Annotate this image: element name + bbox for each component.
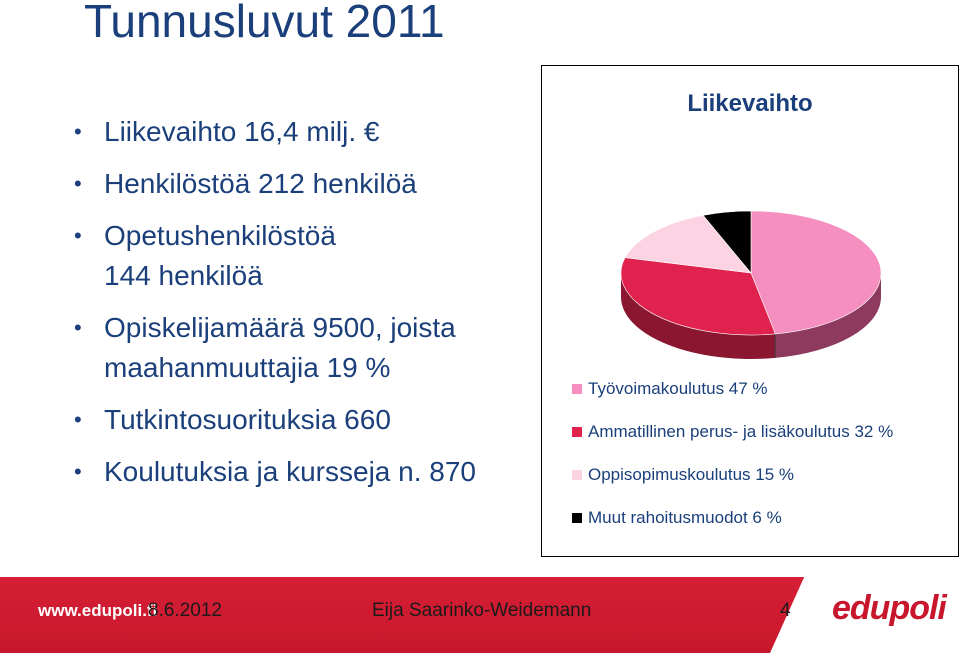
bullet-text-line2: 144 henkilöä bbox=[104, 260, 263, 291]
footer-date: 8.6.2012 bbox=[148, 600, 222, 621]
slide-title: Tunnusluvut 2011 bbox=[84, 0, 445, 47]
footer-author: Eija Saarinko-Weidemann bbox=[372, 600, 592, 621]
legend-item bbox=[572, 421, 893, 464]
bullet-text: Koulutuksia ja kursseja n. 870 bbox=[104, 456, 476, 487]
legend-swatch bbox=[572, 427, 582, 437]
bullet-item bbox=[74, 112, 574, 152]
legend-item bbox=[572, 464, 893, 507]
bullet-text: Tutkintosuorituksia 660 bbox=[104, 404, 391, 435]
legend-swatch bbox=[572, 470, 582, 480]
edupoli-logo: edupoli bbox=[832, 589, 946, 627]
pie-chart bbox=[542, 66, 960, 376]
bullet-item bbox=[74, 400, 574, 440]
legend-item bbox=[572, 378, 893, 421]
footer-url: www.edupoli.fi bbox=[38, 601, 158, 620]
legend-swatch bbox=[572, 513, 582, 523]
chart-title: Liikevaihto bbox=[687, 90, 813, 117]
bullet-text: Opiskelijamäärä 9500, joista bbox=[104, 312, 456, 343]
legend-label: Oppisopimuskoulutus 15 % bbox=[588, 465, 795, 484]
chart-frame bbox=[541, 65, 959, 557]
bullet-text: Henkilöstöä 212 henkilöä bbox=[104, 168, 417, 199]
legend-label: Työvoimakoulutus 47 % bbox=[588, 379, 768, 398]
legend-label: Muut rahoitusmuodot 6 % bbox=[588, 508, 782, 527]
footer-bar bbox=[0, 577, 960, 653]
chart-legend bbox=[572, 378, 893, 550]
legend-swatch bbox=[572, 384, 582, 394]
bullet-text: Liikevaihto 16,4 milj. € bbox=[104, 116, 380, 147]
bullet-text: Opetushenkilöstöä bbox=[104, 220, 336, 251]
bullet-item bbox=[74, 452, 574, 492]
bullet-item bbox=[74, 308, 574, 388]
legend-label: Ammatillinen perus- ja lisäkoulutus 32 % bbox=[588, 422, 894, 441]
legend-item bbox=[572, 507, 893, 550]
page-number: 4 bbox=[780, 600, 791, 621]
bullet-item bbox=[74, 164, 574, 204]
bullet-list bbox=[74, 112, 574, 492]
bullet-item bbox=[74, 216, 574, 296]
bullet-text-line2: maahanmuuttajia 19 % bbox=[104, 352, 391, 383]
